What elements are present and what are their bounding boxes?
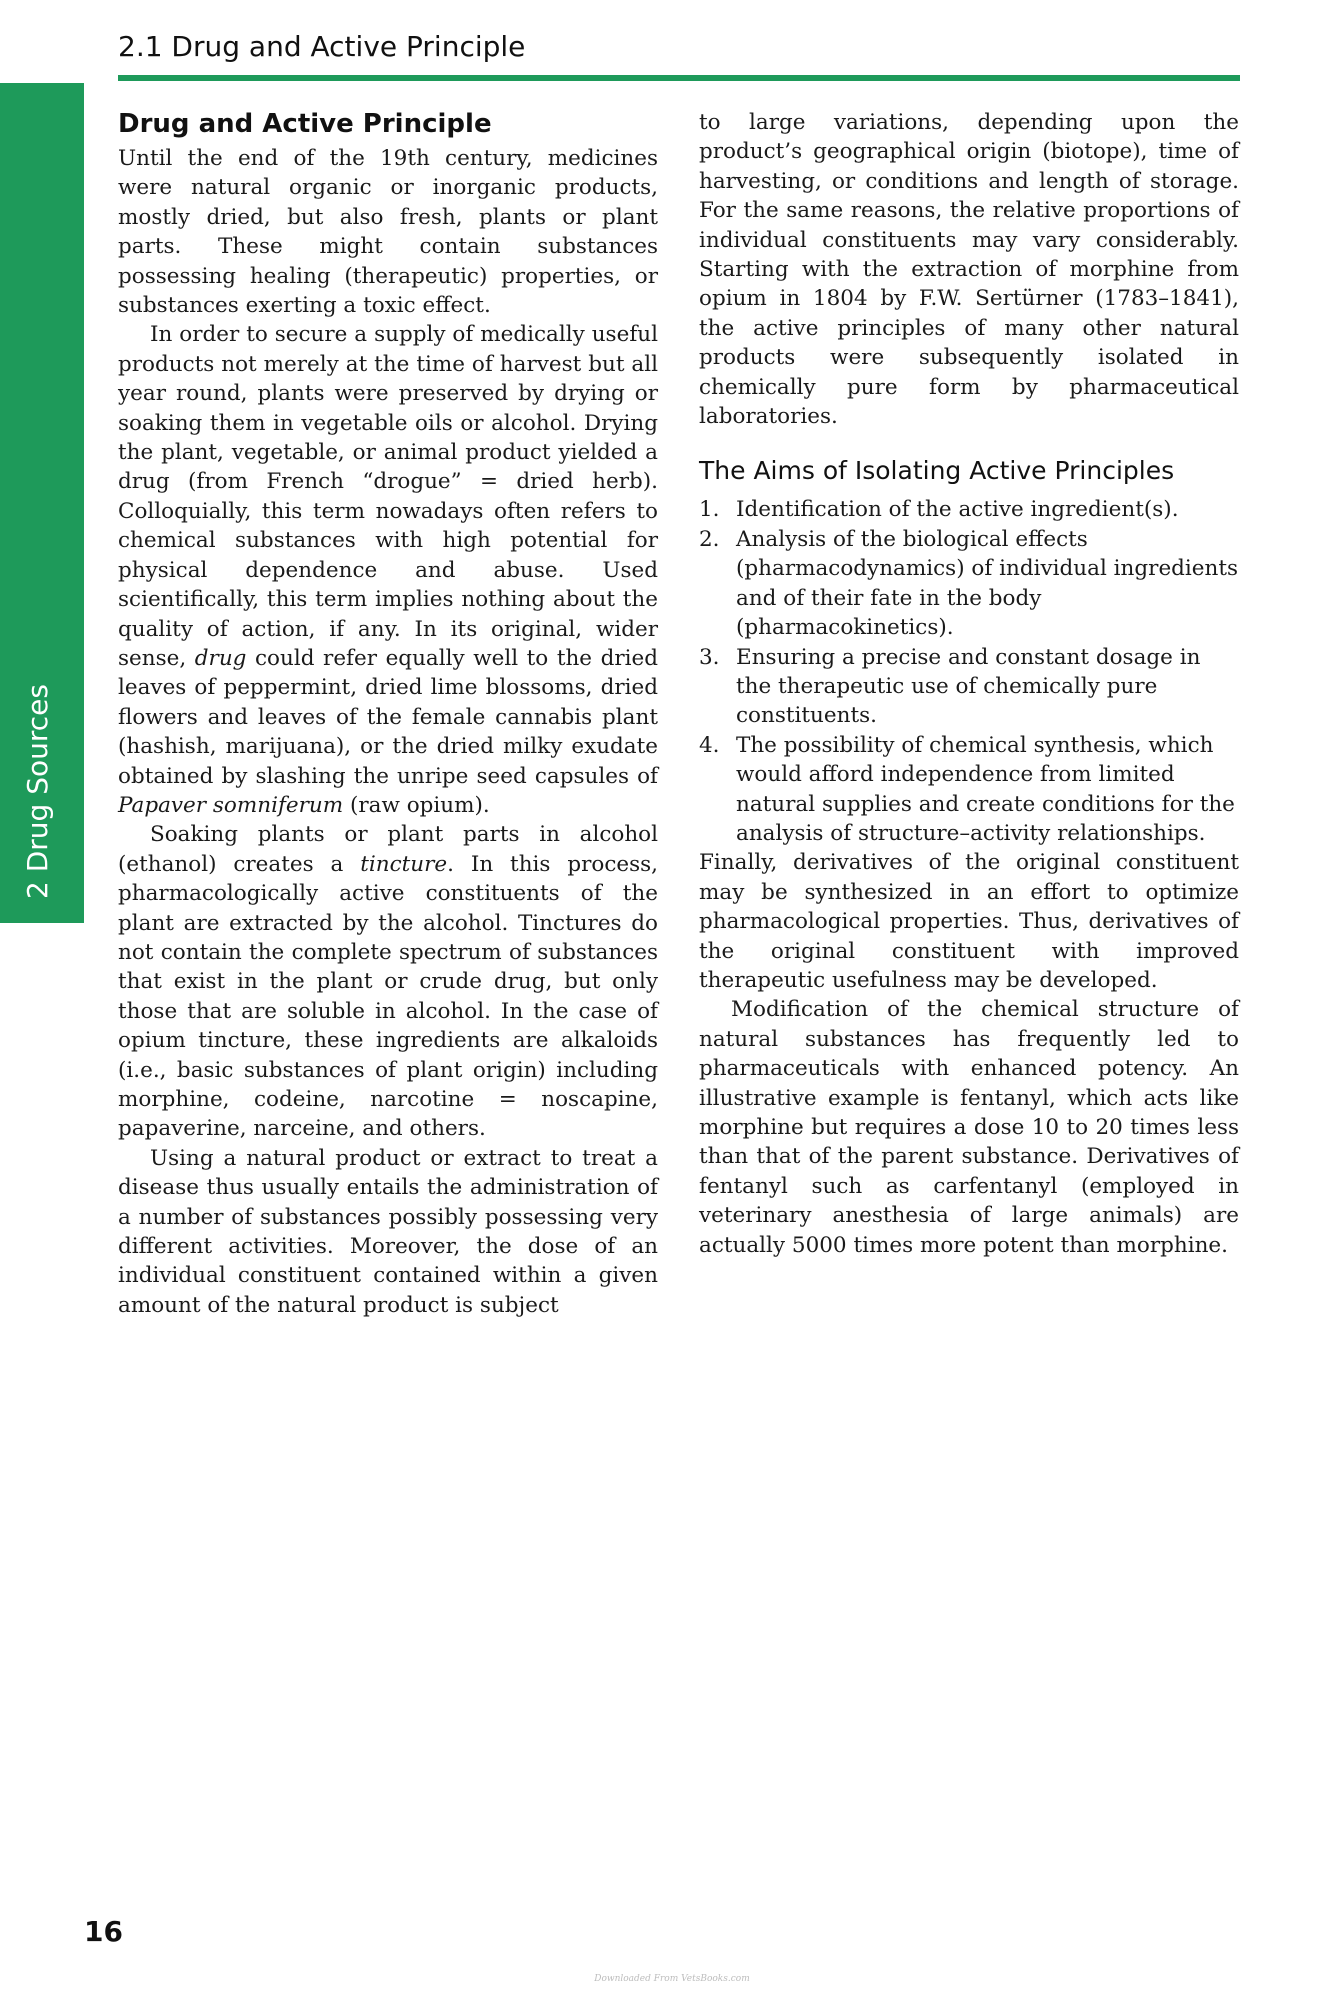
chapter-tab-label: 2 Drug Sources (21, 684, 54, 899)
right-column (699, 108, 1239, 1260)
paragraph-7: Modification of the chemical structure of natural substances has frequently led to pharmaceuticals with enhanced potency. An illustrative example is fentanyl, which acts like morphine but requires a dose 10 to 20 times less than that of the parent substance. Derivatives of fentanyl such as carfentanyl (employed in veterinary anesthesia of large animals) are actually 5000 times more potent than morphine. (699, 997, 1239, 1258)
left-column (118, 108, 658, 1320)
header-rule (118, 75, 1240, 81)
aims-list-item: 4. The possibility of chemical synthesis, which would afford independence from limited natural supplies and create conditions for the analysis of structure–activity relationships. (699, 732, 1235, 846)
aims-heading: The Aims of Isolating Active Principles (699, 456, 1175, 486)
running-head-title: 2.1 Drug and Active Principle (118, 30, 526, 63)
download-watermark: Downloaded From VetsBooks.com (594, 1974, 750, 1984)
aims-list-item: 2. Analysis of the biological effects (pharmacodynamics) of individual ingredients and of their fate in the body (pharmacokinetics). (699, 526, 1239, 641)
page-number: 16 (84, 1915, 123, 1948)
aims-list (699, 495, 1239, 848)
paragraph-1: Until the end of the 19th century, medicines were natural organic or inorganic products, mostly dried, but also fresh, plants or plant parts. These might contain substances possessing healing (therapeutic) properties, or substances exerting a toxic effect. (118, 146, 658, 319)
paragraph-6: Finally, derivatives of the original constituent may be synthesized in an effort to optimize pharmacological properties. Thus, derivatives of the original constituent with improved therapeutic usefulness may be developed. (699, 850, 1239, 993)
chapter-side-tab (0, 83, 84, 923)
aims-list-item: 3. Ensuring a precise and constant dosage in the therapeutic use of chemically pure constituents. (699, 644, 1201, 729)
section-heading: Drug and Active Principle (118, 109, 492, 139)
paragraph-2: In order to secure a supply of medically useful products not merely at the time of harvest but all year round, plants were preserved by drying or soaking them in vegetable oils or alcohol. Drying the plant, vegetable, or animal product yielded a drug (from French “drogue” = dried herb). Colloquially, this term nowadays often refers to chemical substances with high potential for physical dependence and abuse. Used scientifically, this term implies nothing about the quality of action, if any. In its original, wider sense, drug could refer equally well to the dried leaves of peppermint, dried lime blossoms, dried flowers and leaves of the female cannabis plant (hashish, marijuana), or the dried milky exudate obtained by slashing the unripe seed capsules of Papaver somniferum (raw opium). (118, 322, 659, 818)
paragraph-4: Using a natural product or extract to treat a disease thus usually entails the administration of a number of substances possibly possessing very different activities. Moreover, the dose of an individual constituent contained within a given amount of the natural product is subject (118, 1145, 658, 1318)
paragraph-3: Soaking plants or plant parts in alcohol (ethanol) creates a tincture. In this process, pharmacologically active constituents of the plant are extracted by the alcohol. Tinctures do not contain the complete spectrum of substances that exist in the plant or crude drug, but only those that are soluble in alcohol. In the case of opium tincture, these ingredients are alkaloids (i.e., basic substances of plant origin) including morphine, codeine, narcotine = noscapine, papaverine, narceine, and others. (118, 822, 658, 1142)
aims-list-item: 1. Identification of the active ingredient(s). (699, 497, 1179, 523)
paragraph-5: to large variations, depending upon the product’s geographical origin (biotope), time of harvesting, or conditions and length of storage. For the same reasons, the relative proportions of individual constituents may vary considerably. Starting with the extraction of morphine from opium in 1804 by F.W. Sertürner (1783–1841), the active principles of many other natural products were subsequently isolated in chemically pure form by pharmaceutical laboratories. (699, 110, 1239, 430)
